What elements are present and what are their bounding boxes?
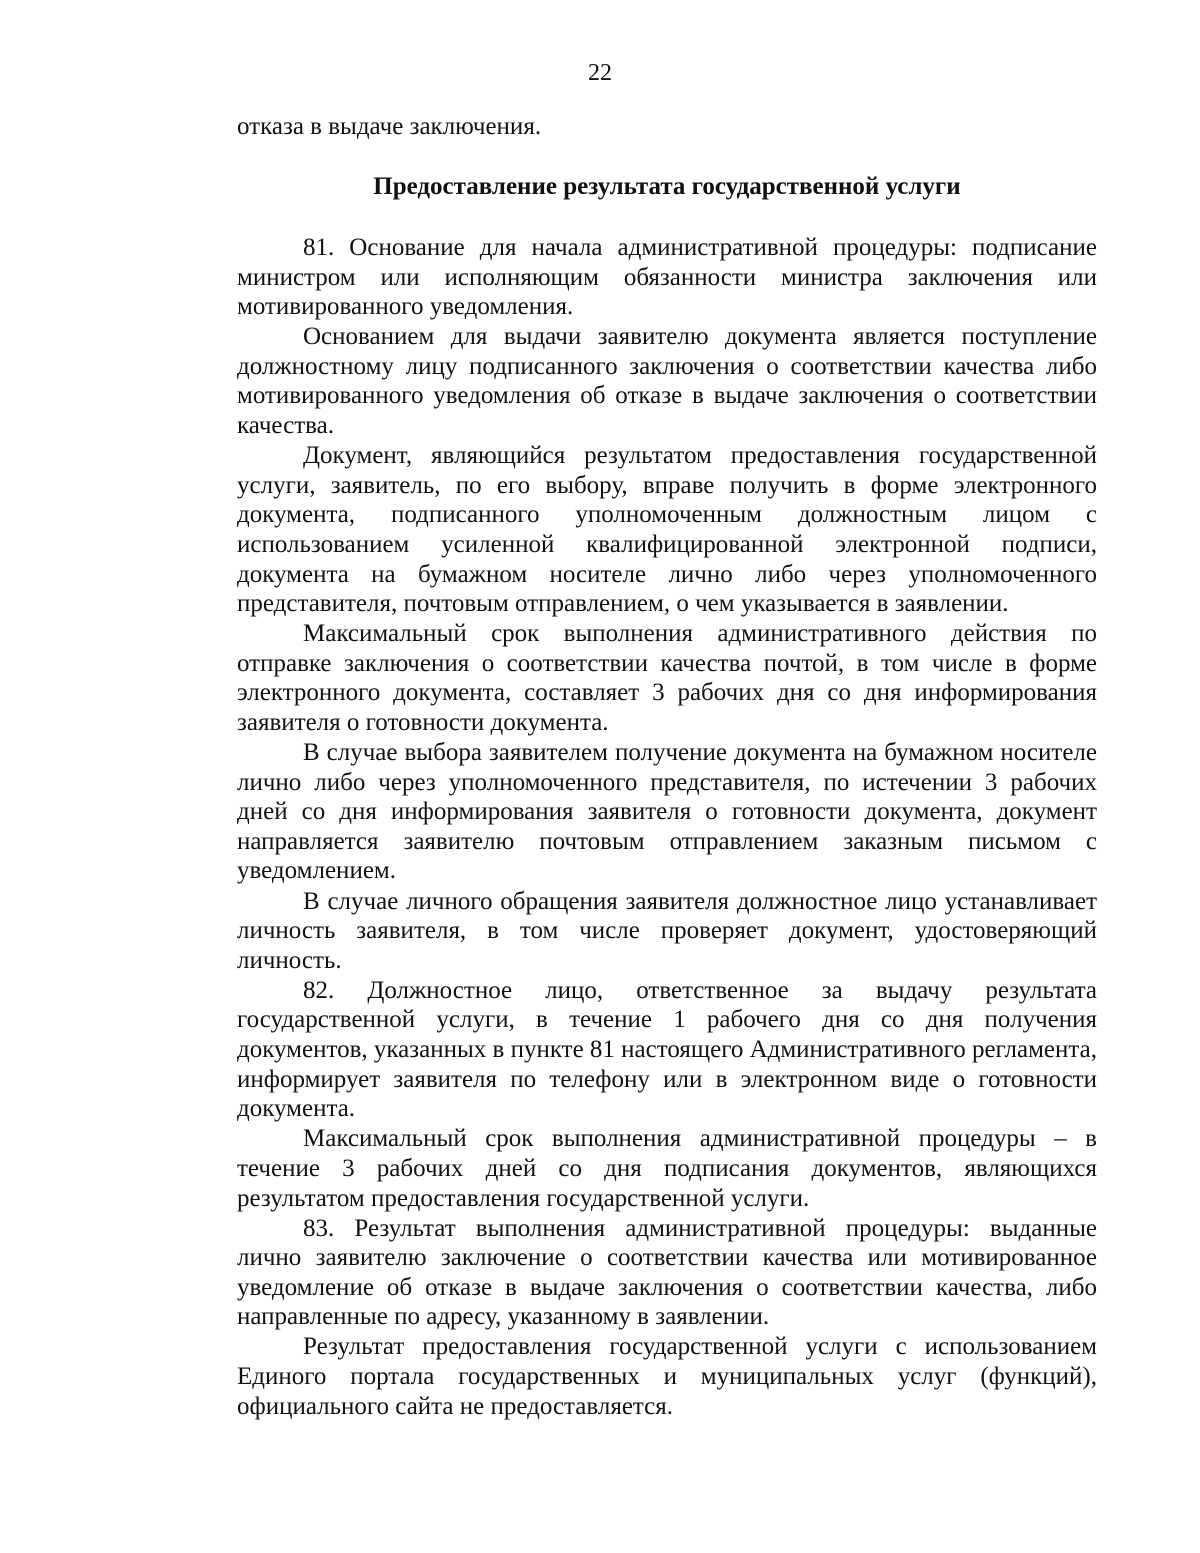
continuation-line: отказа в выдаче заключения. (237, 113, 542, 140)
paragraph-81: 81. Основание для начала административной процедуры: подписание министром или исполняющим обязанности министра заключения или мотивированного уведомления. (237, 234, 1097, 321)
paragraph-max-procedure-term: Максимальный срок выполнения административной процедуры – в течение 3 рабочих дней со дня подписания документов, являющихся результатом предоставления государственной услуги. (237, 1125, 1097, 1212)
paragraph-basis-for-issuance: Основанием для выдачи заявителю документа является поступление должностному лицу подписанного заключения о соответствии качества либо мотивированного уведомления об отказе в выдаче заключения о соответствии качества. (237, 323, 1097, 440)
paragraph-result-document-form: Документ, являющийся результатом предоставления государственной услуги, заявитель, по его выбору, вправе получить в форме электронного документа, подписанного уполномоченным должностным лицом с использованием усиленной квалифицированной электронной подписи, документа на бумажном носителе лично либо через уполномоченного представителя, почтовым отправлением, о чем указывается в заявлении. (237, 442, 1097, 618)
paragraph-portal-result: Результат предоставления государственной услуги с использованием Единого портала государственных и муниципальных услуг (функций), официального сайта не предоставляется. (237, 1333, 1097, 1420)
paragraph-paper-delivery: В случае выбора заявителем получение документа на бумажном носителе лично либо через уполномоченного представителя, по истечении 3 рабочих дней со дня информирования заявителя о готовности документа, документ направляется заявителю почтовым отправлением заказным письмом с уведомлением. (237, 739, 1097, 885)
paragraph-83: 83. Результат выполнения административной процедуры: выданные лично заявителю заключение о соответствии качества или мотивированное уведомление об отказе в выдаче заключения о соответствии качества, либо направленные по адресу, указанному в заявлении. (237, 1214, 1097, 1331)
document-body (237, 233, 1097, 1422)
section-heading: Предоставление результата государственной услуги (373, 173, 961, 200)
paragraph-max-mailing-term: Максимальный срок выполнения административного действия по отправке заключения о соответствии качества почтой, в том числе в форме электронного документа, составляет 3 рабочих дня со дня информирования заявителя о готовности документа. (237, 620, 1097, 736)
page-number: 22 (588, 60, 612, 86)
paragraph-personal-visit: В случае личного обращения заявителя должностное лицо устанавливает личность заявителя, в том числе проверяет документ, удостоверяющий личность. (237, 887, 1097, 974)
paragraph-82: 82. Должностное лицо, ответственное за выдачу результата государственной услуги, в течение 1 рабочего дня со дня получения документов, указанных в пункте 81 настоящего Административного регламента, информирует заявителя по телефону или в электронном виде о готовности документа. (237, 976, 1097, 1123)
